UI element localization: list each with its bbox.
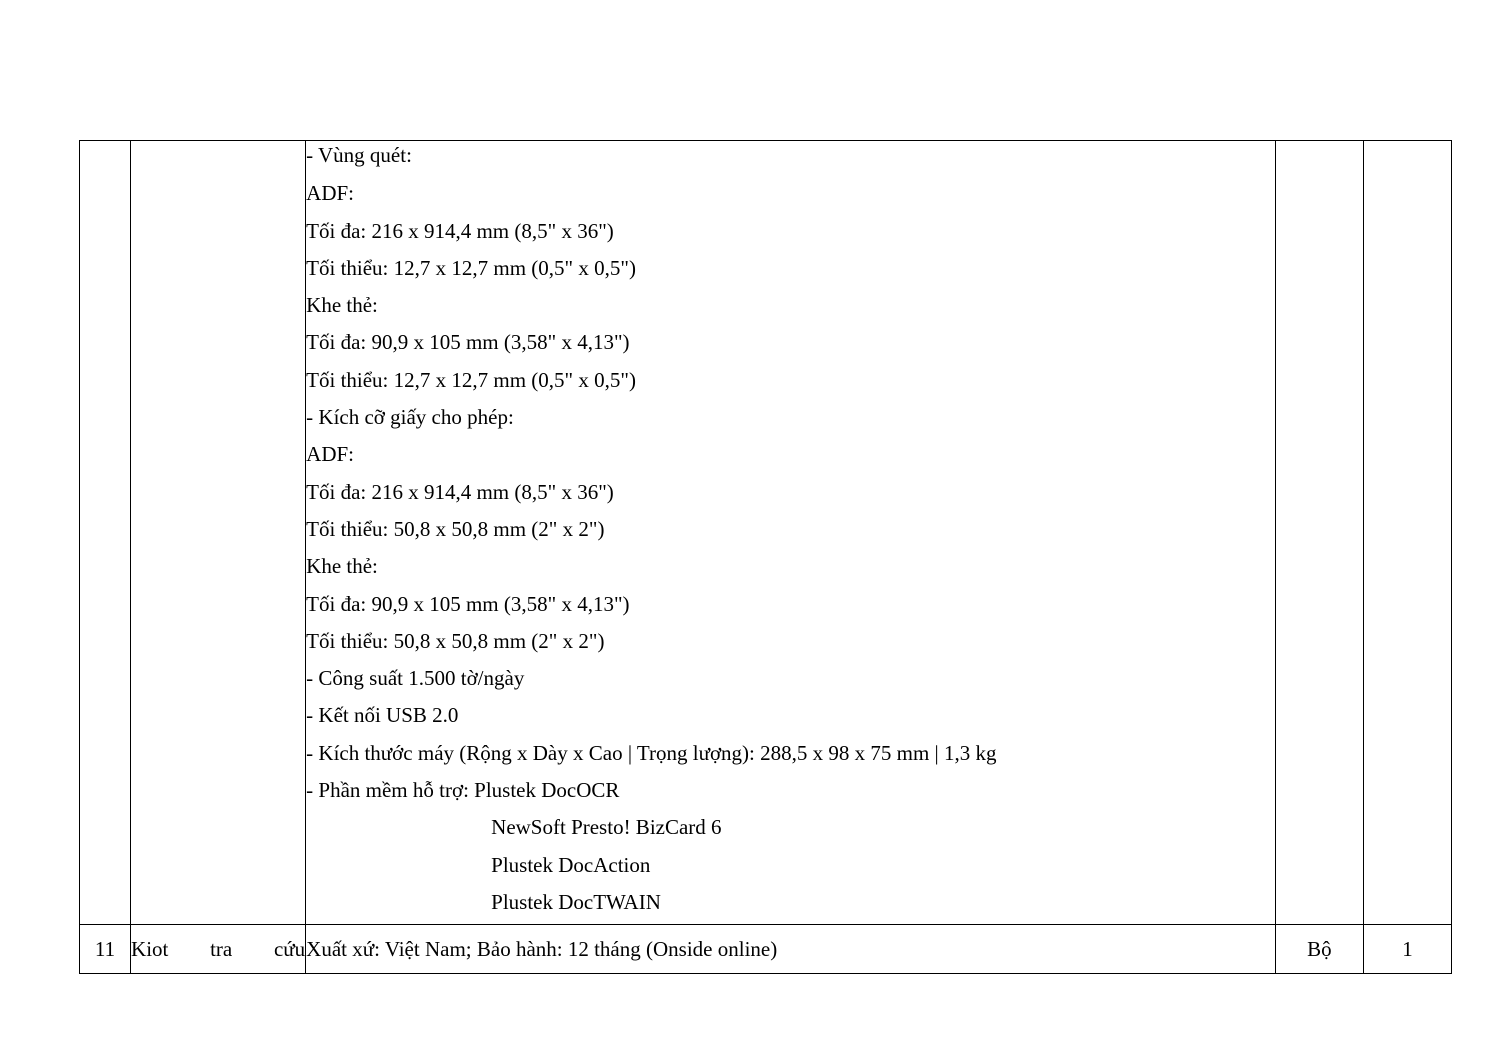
software-line: Plustek DocAction xyxy=(491,852,651,877)
spec-line: - Công suất 1.500 tờ/ngày xyxy=(306,666,525,691)
spec-line: ADF: xyxy=(306,181,355,206)
name-cell-empty xyxy=(131,141,306,925)
spec-line: ADF: xyxy=(306,442,355,467)
spec-line: - Kích thước máy (Rộng x Dày x Cao | Trọng lượng): 288,5 x 98 x 75 mm | 1,3 kg xyxy=(306,740,997,765)
spec-line: Tối thiểu: 12,7 x 12,7 mm (0,5" x 0,5") xyxy=(306,367,636,392)
description-cell xyxy=(306,141,1276,925)
spec-line: Tối đa: 90,9 x 105 mm (3,58" x 4,13") xyxy=(306,591,630,616)
quantity-cell-empty xyxy=(1363,141,1451,925)
software-line: Plustek DocTWAIN xyxy=(491,889,661,914)
table-row-continued xyxy=(80,141,1452,925)
quantity-cell: 1 xyxy=(1363,925,1451,974)
spec-line: - Kết nối USB 2.0 xyxy=(306,703,459,728)
spec-line: - Vùng quét: xyxy=(306,143,412,167)
equipment-spec-table xyxy=(79,140,1452,974)
spec-line: Tối đa: 90,9 x 105 mm (3,58" x 4,13") xyxy=(306,330,630,355)
software-line: NewSoft Presto! BizCard 6 xyxy=(491,815,722,840)
unit-cell-empty xyxy=(1275,141,1363,925)
spec-line: Tối thiểu: 12,7 x 12,7 mm (0,5" x 0,5") xyxy=(306,255,636,280)
spec-line: - Kích cỡ giấy cho phép: xyxy=(306,405,514,430)
spec-line: Tối đa: 216 x 914,4 mm (8,5" x 36") xyxy=(306,479,614,504)
item-description-cell: Xuất xứ: Việt Nam; Bảo hành: 12 tháng (Onside online) xyxy=(306,925,1276,974)
stt-cell: 11 xyxy=(80,925,131,974)
spec-line: Tối thiểu: 50,8 x 50,8 mm (2" x 2") xyxy=(306,628,605,653)
spec-line: Khe thẻ: xyxy=(306,554,378,579)
table-row-11 xyxy=(80,925,1452,974)
item-name-cell: Kiot tra cứu xyxy=(131,925,306,974)
spec-line: - Phần mềm hỗ trợ: Plustek DocOCR xyxy=(306,778,620,803)
spec-line: Tối đa: 216 x 914,4 mm (8,5" x 36") xyxy=(306,218,614,243)
stt-cell-empty xyxy=(80,141,131,925)
spec-line: Khe thẻ: xyxy=(306,293,378,318)
spec-line: Tối thiểu: 50,8 x 50,8 mm (2" x 2") xyxy=(306,516,605,541)
unit-cell: Bộ xyxy=(1275,925,1363,974)
